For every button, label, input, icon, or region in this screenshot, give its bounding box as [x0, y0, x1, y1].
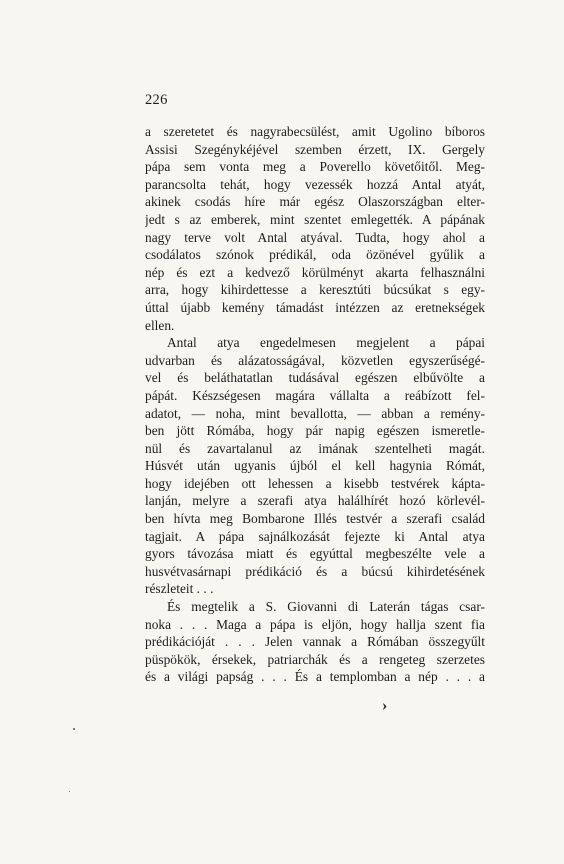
text-line: ben hívta meg Bombarone Illés testvér a szerafi család — [145, 511, 485, 527]
text-line: püspökök, érsekek, patriarchák és a rengeteg szerzetes — [145, 651, 485, 667]
text-line: prédikációját . . . Jelen vannak a Rómában összegyűlt — [145, 634, 485, 650]
text-line: ellen. — [145, 317, 175, 333]
text-line: vel és beláthatatlan tudásával egészen elbűvölte a — [145, 370, 485, 386]
text-line: Antal atya engedelmesen megjelent a pápai — [167, 335, 485, 351]
text-line: ben jött Rómába, hogy pár napig egészen ismeretle- — [145, 423, 485, 439]
text-line: adatot, — noha, mint bevallotta, — abban a remény- — [145, 405, 485, 421]
text-line: Húsvét után ugyanis újból el kell hagynia Rómát, — [145, 458, 485, 474]
text-line: lanján, melyre a szerafi atya halálhírét hozó körlevél- — [145, 493, 485, 509]
paragraph-2 — [145, 334, 485, 598]
text-line: akinek csodás híre már egész Olaszországban elter- — [145, 194, 485, 210]
text-line: És megtelik a S. Giovanni di Laterán tágas csar- — [167, 599, 485, 615]
page-number: 226 — [145, 92, 168, 108]
ink-speck — [73, 728, 75, 730]
text-line: noka . . . Maga a pápa is eljön, hogy hallja szent fia — [145, 616, 485, 632]
text-line: parancsolta tehát, hogy vezessék hozzá Antal atyát, — [145, 176, 485, 192]
text-line: úttal újabb kemény támadást intézzen az eretnekségek — [145, 299, 485, 315]
text-line: nül és zavartalanul az imának szentelheti magát. — [145, 440, 485, 456]
text-line: Assisi Szegénykéjével szemben érzett, IX. Gergely — [145, 141, 485, 157]
text-line: a szeretetet és nagyrabecsülést, amit Ugolino bíboros — [145, 124, 485, 139]
text-line: udvarban és alázatosságával, közvetlen egyszerűségé- — [145, 352, 485, 368]
text-line: hogy idejében ott lehessen a kisebb testvérek kápta- — [145, 475, 485, 491]
text-line: nagy terve volt Antal atyával. Tudta, hogy ahol a — [145, 229, 485, 245]
text-line: husvétvasárnapi prédikáció és a búcsú kihirdetésének — [145, 563, 485, 579]
text-line: és a világi papság . . . És a templomban a nép . . . a — [145, 669, 485, 685]
body-text — [145, 123, 485, 686]
text-line: arra, hogy kihirdettesse a keresztúti búcsúkat s egy- — [145, 282, 485, 298]
text-line: tagjait. A pápa sajnálkozását fejezte ki Antal atya — [145, 528, 485, 544]
stray-ink-mark: › — [382, 697, 388, 714]
paragraph-1 — [145, 123, 485, 334]
paragraph-3 — [145, 598, 485, 686]
text-line: pápa sem vonta meg a Poverello követőitől. Meg- — [145, 159, 485, 175]
text-line: jedt s az emberek, mint szentet emlegették. A pápának — [145, 211, 485, 227]
text-line: pápát. Készségesen magára vállalta a reábízott fel- — [145, 387, 485, 403]
ink-speck — [69, 791, 70, 792]
text-line: gyors távozása miatt és egyúttal megbeszélte vele a — [145, 546, 485, 562]
text-line: csodálatos szónok prédikál, oda özönével gyűlik a — [145, 247, 485, 263]
text-line: részleteit . . . — [145, 581, 214, 597]
text-line: nép és ezt a kedvező körülményt akarta felhasználni — [145, 264, 485, 280]
